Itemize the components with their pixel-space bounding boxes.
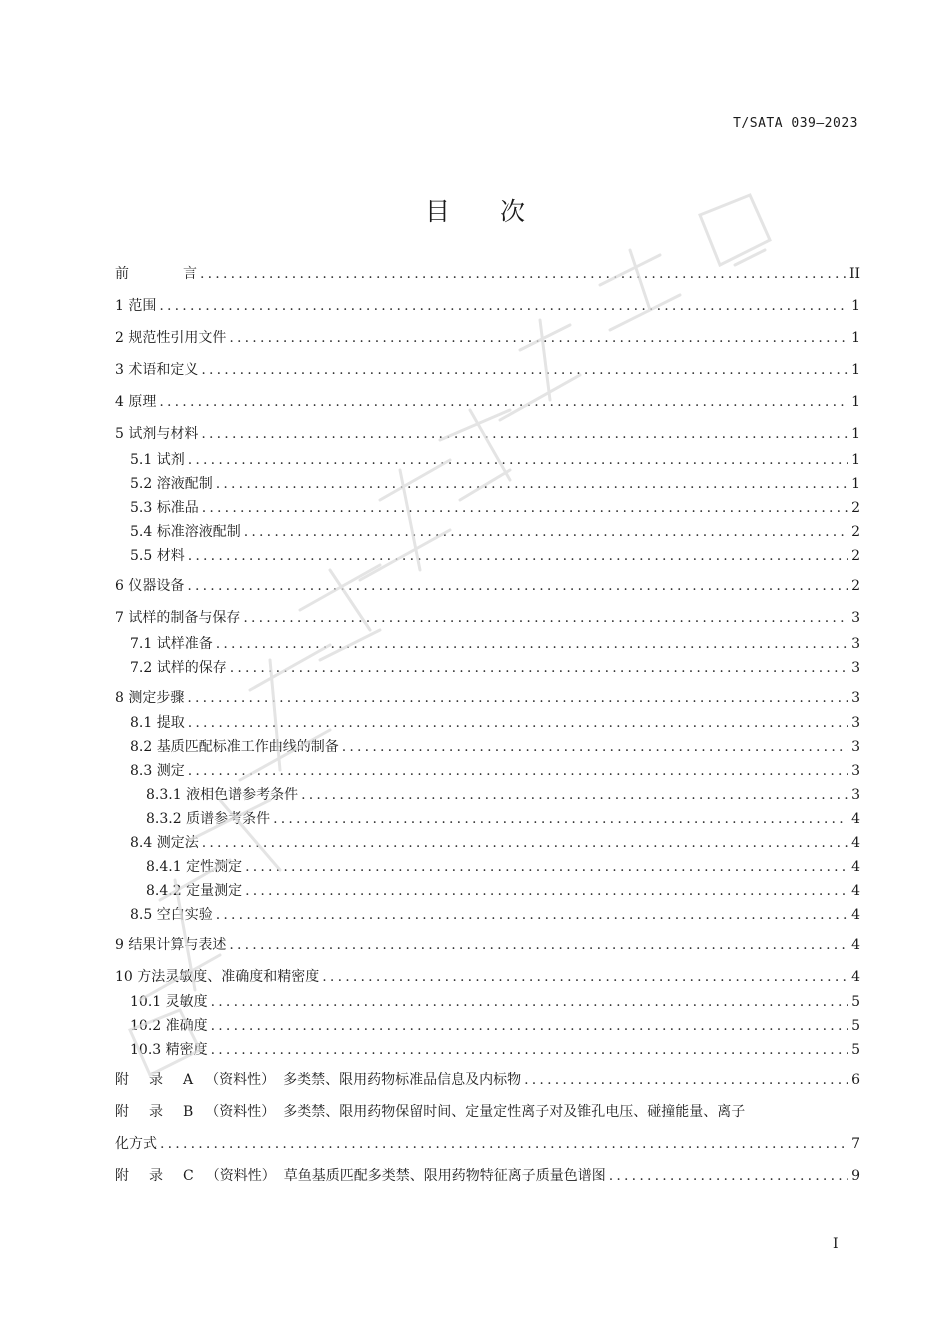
dot-leader — [211, 1017, 848, 1035]
toc-page-number: 3 — [851, 610, 860, 626]
toc-page-number: 3 — [851, 636, 860, 652]
toc-page-number: 1 — [851, 452, 860, 468]
toc-page-number: 3 — [851, 715, 860, 731]
toc-entry-label: 5.3 标准品 — [130, 500, 199, 516]
appendix-word-1: 附 — [115, 1168, 129, 1184]
appendix-type: （资料性） — [205, 1104, 276, 1120]
toc-entry[interactable] — [115, 361, 860, 379]
toc-entry-label: 2 规范性引用文件 — [115, 330, 227, 346]
dot-leader — [216, 475, 848, 493]
toc-entry-label: 3 术语和定义 — [115, 362, 199, 378]
toc-entry[interactable] — [130, 475, 860, 493]
title-part-2: 次 — [500, 197, 526, 226]
dot-leader — [230, 659, 848, 677]
appendix-title: 草鱼基质匹配多类禁、限用药物特征离子质量色谱图 — [283, 1168, 606, 1184]
dot-leader — [187, 689, 848, 707]
page-number: I — [833, 1236, 839, 1252]
toc-page-number: 3 — [851, 763, 860, 779]
toc-entry-appendix-c[interactable] — [115, 1167, 860, 1185]
dot-leader — [243, 609, 848, 627]
toc-entry-label: 8.4 测定法 — [130, 835, 199, 851]
toc-page-number: 1 — [851, 362, 860, 378]
toc-page-number: 5 — [851, 1018, 860, 1034]
toc-page-number: 3 — [851, 690, 860, 706]
toc-page-number: II — [848, 266, 860, 282]
dot-leader — [188, 762, 848, 780]
dot-leader — [342, 738, 848, 756]
toc-entry[interactable] — [130, 714, 860, 732]
dot-leader — [200, 265, 846, 283]
dot-leader — [201, 425, 848, 443]
appendix-type: （资料性） — [205, 1168, 276, 1184]
toc-entry-label: 8.1 提取 — [130, 715, 185, 731]
toc-entry[interactable] — [130, 762, 860, 780]
dot-leader — [322, 968, 848, 986]
toc-entry[interactable] — [146, 858, 860, 876]
toc-page-number: 2 — [851, 578, 860, 594]
toc-entry-label: 8.4.1 定性测定 — [146, 859, 243, 875]
dot-leader — [301, 786, 848, 804]
toc-entry[interactable] — [130, 993, 860, 1011]
dot-leader — [245, 858, 848, 876]
toc-page-number: 1 — [851, 394, 860, 410]
toc-entry[interactable] — [130, 1041, 860, 1059]
toc-entry[interactable] — [146, 882, 860, 900]
toc-entry-label: 5.4 标准溶液配制 — [130, 524, 241, 540]
dot-leader — [229, 936, 848, 954]
toc-page-number: 1 — [851, 426, 860, 442]
toc-page-number: 5 — [851, 1042, 860, 1058]
toc-entry[interactable] — [115, 689, 860, 707]
toc-entry-label: 5 试剂与材料 — [115, 426, 199, 442]
toc-entry[interactable] — [130, 738, 860, 756]
dot-leader — [273, 810, 848, 828]
toc-entry-label: 5.2 溶液配制 — [130, 476, 213, 492]
toc-entry-label: 8.3.1 液相色谱参考条件 — [146, 787, 299, 803]
title-part-1: 目 — [424, 197, 450, 226]
dot-leader — [216, 635, 848, 653]
toc-entry[interactable] — [130, 635, 860, 653]
appendix-letter: C — [183, 1168, 194, 1184]
appendix-word-1: 附 — [115, 1072, 129, 1088]
toc-page-number: 2 — [851, 524, 860, 540]
dot-leader — [216, 906, 848, 924]
toc-page-number: 6 — [851, 1072, 860, 1088]
appendix-title-continued: 化方式 — [115, 1136, 157, 1152]
toc-entry[interactable] — [115, 329, 860, 347]
toc-entry-label: 7.1 试样准备 — [130, 636, 213, 652]
toc-page-number: 4 — [851, 969, 860, 985]
dot-leader — [211, 993, 848, 1011]
standard-code: T/SATA 039—2023 — [733, 116, 858, 131]
toc-entry-label: 10.3 精密度 — [130, 1042, 208, 1058]
toc-entry-label: 8.3.2 质谱参考条件 — [146, 811, 271, 827]
appendix-letter: A — [183, 1072, 194, 1088]
appendix-word-2: 录 — [149, 1168, 163, 1184]
toc-entry-label: 7 试样的制备与保存 — [115, 610, 241, 626]
toc-entry-label: 10 方法灵敏度、准确度和精密度 — [115, 969, 320, 985]
toc-entry[interactable] — [115, 577, 860, 595]
dot-leader — [159, 393, 848, 411]
toc-entry-label: 5.1 试剂 — [130, 452, 185, 468]
toc-page-number: 9 — [851, 1168, 860, 1184]
toc-page-number: 2 — [851, 548, 860, 564]
dot-leader — [187, 577, 848, 595]
toc-page-number: 1 — [851, 298, 860, 314]
appendix-title: 多类禁、限用药物保留时间、定量定性离子对及锥孔电压、碰撞能量、离子 — [283, 1104, 746, 1120]
toc-page-number: 3 — [851, 660, 860, 676]
toc-entry-label: 1 范围 — [115, 298, 157, 314]
toc-entry-label: 10.2 准确度 — [130, 1018, 208, 1034]
toc-page-number: 1 — [851, 330, 860, 346]
dot-leader — [609, 1167, 848, 1185]
dot-leader — [188, 714, 848, 732]
toc-entry[interactable] — [115, 609, 860, 627]
foreword-label-a: 前 — [115, 266, 129, 282]
toc-page-number: 4 — [851, 883, 860, 899]
toc-entry[interactable] — [115, 936, 860, 954]
toc-page-number: 7 — [851, 1136, 860, 1152]
toc-entry-label: 9 结果计算与表述 — [115, 937, 227, 953]
toc-page-number: 5 — [851, 994, 860, 1010]
toc-entry[interactable] — [130, 499, 860, 517]
toc-entry-label: 6 仪器设备 — [115, 578, 185, 594]
appendix-word-2: 录 — [149, 1072, 163, 1088]
toc-page-number: 1 — [851, 476, 860, 492]
dot-leader — [188, 547, 848, 565]
toc-entry[interactable] — [130, 547, 860, 565]
toc-entry-label: 8.4.2 定量测定 — [146, 883, 243, 899]
toc-page-number: 4 — [851, 907, 860, 923]
toc-entry[interactable] — [115, 297, 860, 315]
toc-entry-label: 8.5 空白实验 — [130, 907, 213, 923]
toc-entry-label: 4 原理 — [115, 394, 157, 410]
dot-leader — [245, 882, 848, 900]
dot-leader — [188, 451, 848, 469]
toc-entry-appendix-a[interactable] — [115, 1071, 860, 1089]
toc-entry-label: 8 测定步骤 — [115, 690, 185, 706]
toc-entry[interactable] — [115, 968, 860, 986]
toc-entry[interactable] — [130, 906, 860, 924]
toc-entry[interactable] — [146, 786, 860, 804]
toc-entry[interactable] — [115, 425, 860, 443]
toc-entry-label: 8.2 基质匹配标准工作曲线的制备 — [130, 739, 339, 755]
appendix-word-1: 附 — [115, 1104, 129, 1120]
toc-entry[interactable] — [130, 523, 860, 541]
dot-leader — [202, 499, 848, 517]
toc-page-number: 3 — [851, 787, 860, 803]
dot-leader — [211, 1041, 848, 1059]
toc-page-number: 4 — [851, 835, 860, 851]
toc-entry[interactable] — [130, 1017, 860, 1035]
toc-entry-foreword[interactable] — [115, 265, 860, 283]
toc-page-number: 4 — [851, 859, 860, 875]
foreword-label-b: 言 — [183, 266, 197, 282]
dot-leader — [202, 834, 848, 852]
appendix-title: 多类禁、限用药物标准品信息及内标物 — [283, 1072, 522, 1088]
toc-page-number: 3 — [851, 739, 860, 755]
appendix-word-2: 录 — [149, 1104, 163, 1120]
toc-entry-label: 5.5 材料 — [130, 548, 185, 564]
toc-entry[interactable] — [130, 451, 860, 469]
dot-leader — [160, 1135, 848, 1153]
toc-entry-label: 7.2 试样的保存 — [130, 660, 227, 676]
dot-leader — [159, 297, 848, 315]
appendix-type: （资料性） — [205, 1072, 276, 1088]
dot-leader — [201, 361, 848, 379]
dot-leader — [229, 329, 848, 347]
toc-page-number: 4 — [851, 811, 860, 827]
toc-entry[interactable] — [130, 834, 860, 852]
toc-entry-appendix-b-continued[interactable] — [115, 1135, 860, 1153]
page-title — [0, 192, 950, 228]
toc-page-number: 2 — [851, 500, 860, 516]
toc-entry[interactable] — [146, 810, 860, 828]
appendix-letter: B — [183, 1104, 194, 1120]
dot-leader — [524, 1071, 848, 1089]
toc-entry-label: 8.3 测定 — [130, 763, 185, 779]
toc-entry-label: 10.1 灵敏度 — [130, 994, 208, 1010]
toc-page-number: 4 — [851, 937, 860, 953]
dot-leader — [244, 523, 848, 541]
toc-entry[interactable] — [115, 393, 860, 411]
toc-entry-appendix-b[interactable] — [115, 1103, 860, 1121]
toc-entry[interactable] — [130, 659, 860, 677]
